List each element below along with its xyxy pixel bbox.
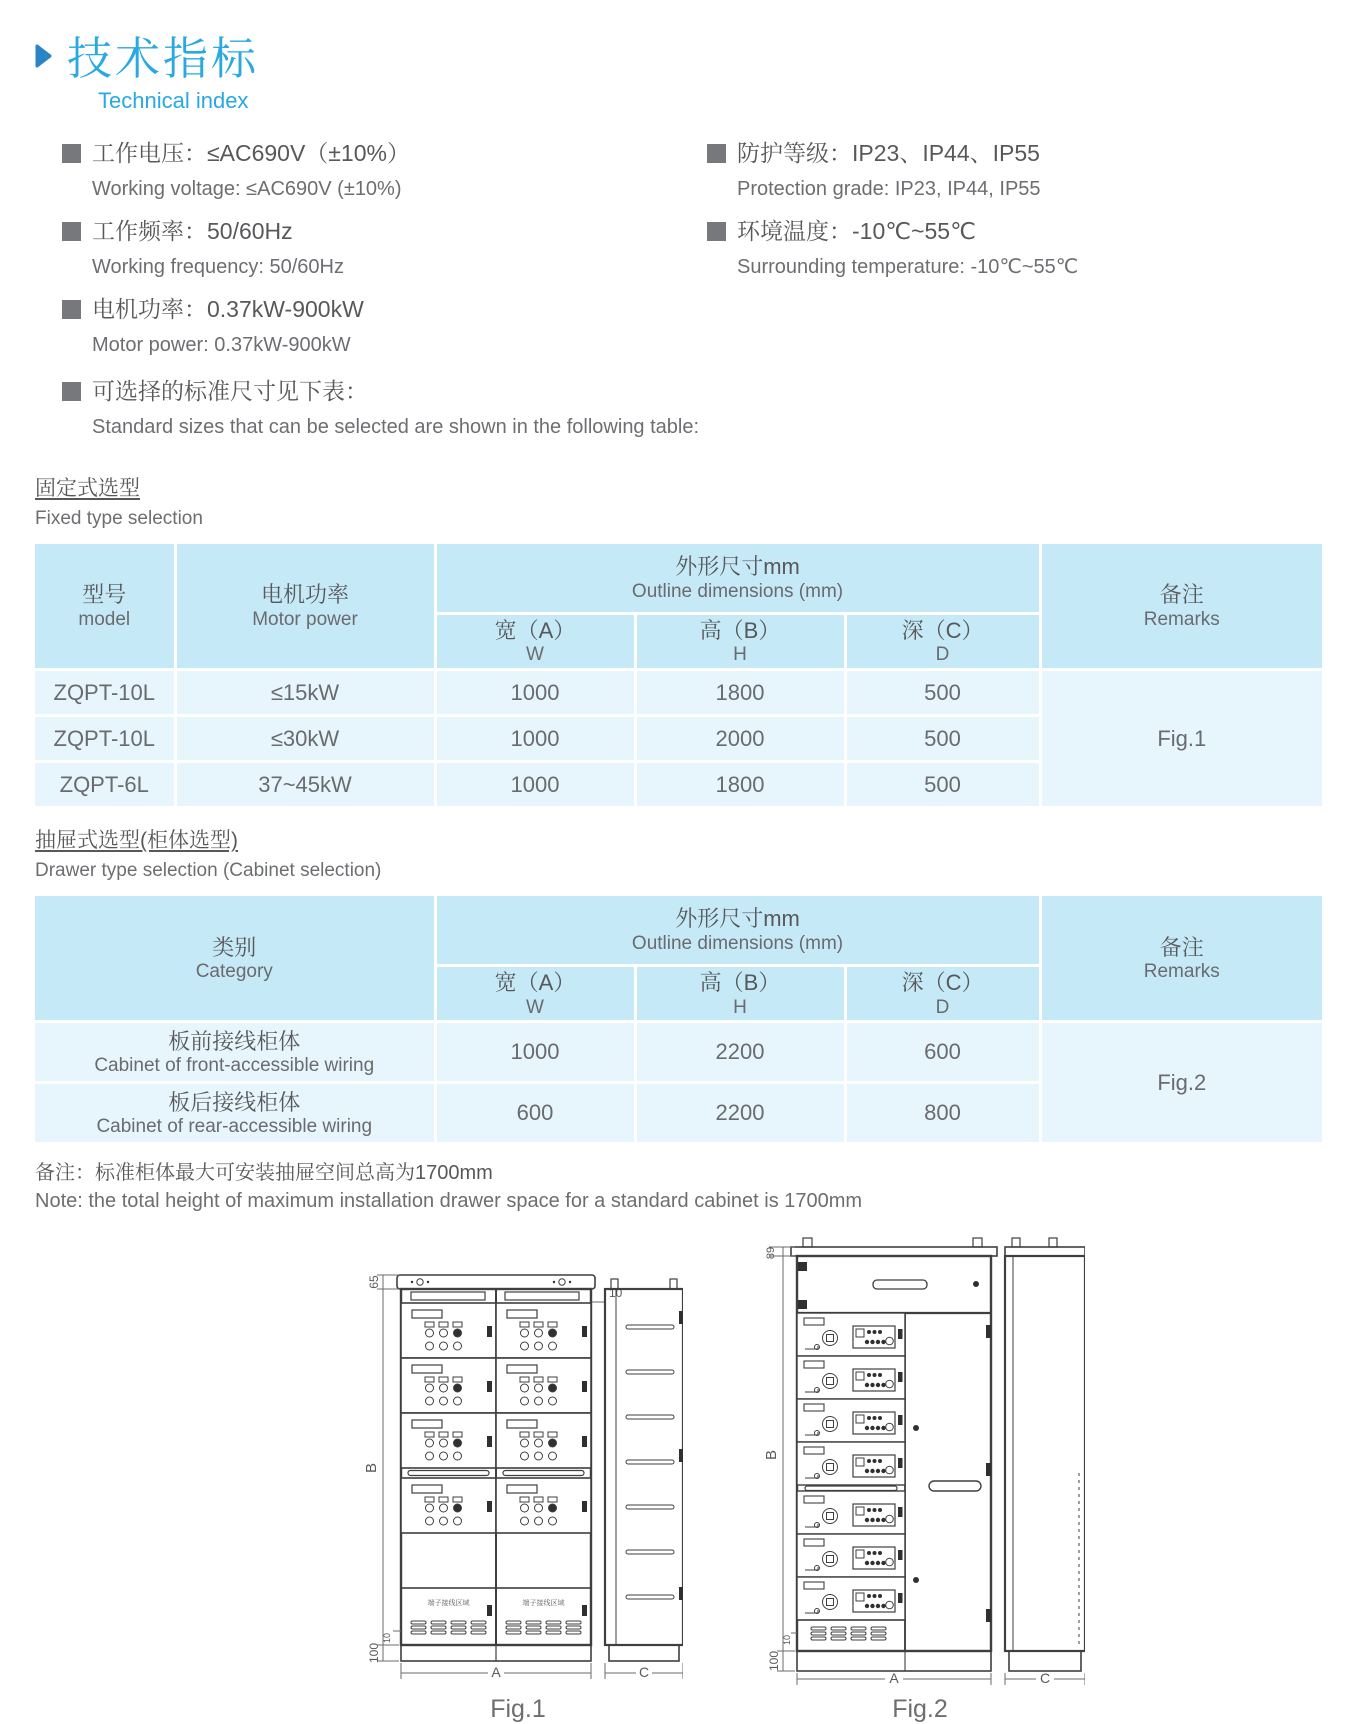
page [0, 34, 1357, 1724]
section-fixed-type [35, 472, 1322, 530]
col-header-outline-dimensions [435, 896, 1040, 966]
bullet-square-icon [707, 144, 726, 163]
spec-en-text: Working voltage: ≤AC690V (±10%) [92, 177, 402, 200]
spec-working-voltage [62, 138, 707, 202]
header-cn: 类别 [212, 934, 257, 960]
section-drawer-type [35, 824, 1322, 882]
spec-cn-text: 环境温度：-10℃~55℃ [737, 217, 976, 244]
cell-category [35, 1083, 435, 1143]
spec-cn-text: 工作频率：50/60Hz [92, 217, 293, 244]
cell-model: ZQPT-10L [35, 670, 175, 716]
header-en: D [935, 644, 950, 666]
note-en: Note: the total height of maximum installation drawer space for a standard cabinet is 1700mm [35, 1190, 863, 1213]
col-header-width [435, 613, 635, 669]
fig1-drawing [353, 1253, 683, 1693]
col-header-height [635, 613, 845, 669]
cell-height: 1800 [635, 762, 845, 807]
cell-height: 2200 [635, 1083, 845, 1143]
fig1-dim-B: B [363, 1463, 380, 1474]
header-cn: 深（C） [901, 617, 984, 643]
cell-model: ZQPT-10L [35, 716, 175, 762]
table-note [35, 1156, 1322, 1213]
spec-en-text: Motor power: 0.37kW-900kW [92, 333, 351, 356]
header-en: H [733, 996, 747, 1018]
cell-category [35, 1022, 435, 1083]
cell-depth: 600 [845, 1022, 1040, 1083]
cell-width: 1000 [435, 762, 635, 807]
header-en: Motor power [252, 608, 358, 630]
col-header-outline-dimensions [435, 544, 1040, 614]
fig2-drawing [755, 1223, 1085, 1693]
fig1-dim-65: 65 [367, 1275, 381, 1290]
category-en: Cabinet of rear-accessible wiring [96, 1116, 373, 1138]
cell-remark: Fig.1 [1040, 670, 1322, 807]
spec-column-right [707, 138, 1322, 454]
header-cn: 备注 [1159, 582, 1204, 608]
category-en: Cabinet of front-accessible wiring [94, 1055, 375, 1077]
cell-model: ZQPT-6L [35, 762, 175, 807]
header-cn: 备注 [1159, 934, 1204, 960]
spec-cn-text: 工作电压：≤AC690V（±10%） [92, 139, 410, 166]
header-en: model [78, 608, 131, 630]
spec-en-text: Surrounding temperature: -10℃~55℃ [737, 255, 1079, 278]
table-row [35, 670, 1322, 716]
page-header [35, 34, 1322, 84]
header-en: Outline dimensions (mm) [631, 580, 844, 602]
drawer-type-table [35, 896, 1322, 1142]
section-title-en: Fixed type selection [35, 507, 203, 529]
header-en: D [935, 996, 950, 1018]
fig1-dim-10-top: 10 [609, 1286, 623, 1301]
col-header-motor-power [175, 544, 435, 670]
figure-2 [755, 1223, 1085, 1724]
fig2-front-view [791, 1238, 997, 1671]
header-en: Outline dimensions (mm) [631, 932, 844, 954]
fig1-dim-C: C [638, 1664, 650, 1681]
note-cn: 备注：标准柜体最大可安装抽屉空间总高为1700mm [35, 1162, 493, 1185]
figure-1 [353, 1253, 683, 1724]
fig2-dim-A: A [889, 1670, 899, 1687]
spec-en-text: Working frequency: 50/60Hz [92, 255, 344, 278]
header-cn: 宽（A） [494, 970, 576, 996]
table-row [35, 1022, 1322, 1083]
cell-width: 1000 [435, 716, 635, 762]
cell-width: 600 [435, 1083, 635, 1143]
cell-depth: 500 [845, 716, 1040, 762]
header-cn: 高（B） [699, 617, 781, 643]
section-title-cn: 固定式选型 [35, 476, 140, 500]
bullet-square-icon [62, 144, 81, 163]
cell-power: ≤15kW [175, 670, 435, 716]
fig1-dim-A: A [491, 1664, 501, 1681]
fig2-dim-10: 10 [782, 1635, 792, 1646]
page-title: 技术指标 [67, 33, 260, 84]
page-subtitle: Technical index [98, 87, 249, 113]
fig2-caption: Fig.2 [892, 1695, 948, 1724]
header-en: W [526, 644, 544, 666]
bullet-square-icon [62, 382, 81, 401]
spec-cn-text: 防护等级：IP23、IP44、IP55 [737, 139, 1040, 166]
header-cn: 宽（A） [494, 617, 576, 643]
col-header-model [35, 544, 175, 670]
bullet-square-icon [62, 222, 81, 241]
col-header-height [635, 966, 845, 1022]
section-title-en: Drawer type selection (Cabinet selection) [35, 860, 382, 882]
cell-depth: 500 [845, 670, 1040, 716]
cell-height: 2000 [635, 716, 845, 762]
spec-en-text: Standard sizes that can be selected are shown in the following table: [92, 415, 700, 438]
header-cn: 外形尺寸mm [675, 906, 800, 932]
spec-motor-power [62, 294, 707, 358]
bullet-square-icon [62, 300, 81, 319]
spec-cn-text: 可选择的标准尺寸见下表： [92, 377, 368, 404]
fig2-dim-100: 100 [767, 1651, 781, 1672]
col-header-width [435, 966, 635, 1022]
cell-height: 2200 [635, 1022, 845, 1083]
header-cn: 深（C） [901, 970, 984, 996]
spec-list [62, 138, 1322, 454]
section-title-cn: 抽屉式选型(柜体选型) [35, 829, 238, 853]
cell-width: 1000 [435, 1022, 635, 1083]
header-cn: 型号 [82, 582, 127, 608]
category-cn: 板后接线柜体 [168, 1089, 301, 1115]
cell-width: 1000 [435, 670, 635, 716]
col-header-remarks [1040, 896, 1322, 1022]
arrow-right-icon [35, 44, 52, 68]
spec-column-left [62, 138, 707, 454]
fig2-dim-C: C [1039, 1670, 1051, 1687]
fig1-dim-100: 100 [367, 1643, 381, 1664]
cell-depth: 500 [845, 762, 1040, 807]
fig2-dim-89: 89 [765, 1247, 777, 1260]
cell-depth: 800 [845, 1083, 1040, 1143]
spec-en-text: Protection grade: IP23, IP44, IP55 [737, 177, 1041, 200]
header-cn: 外形尺寸mm [675, 554, 800, 580]
fig1-terminal-area-label: 端子接线区域 [427, 1600, 470, 1608]
spec-standard-sizes [62, 376, 707, 440]
fig1-dim-10-bottom: 10 [382, 1633, 392, 1644]
header-cn: 电机功率 [260, 582, 349, 608]
spec-working-frequency [62, 216, 707, 280]
col-header-depth [845, 613, 1040, 669]
spec-protection-grade [707, 138, 1322, 202]
spec-ambient-temperature [707, 216, 1322, 280]
col-header-category [35, 896, 435, 1022]
cell-height: 1800 [635, 670, 845, 716]
spec-cn-text: 电机功率：0.37kW-900kW [92, 295, 364, 322]
header-en: Category [195, 961, 273, 983]
cell-power: ≤30kW [175, 716, 435, 762]
category-cn: 板前接线柜体 [168, 1028, 301, 1054]
col-header-remarks [1040, 544, 1322, 670]
fig1-side-view [605, 1279, 683, 1661]
fig2-dim-B: B [763, 1450, 780, 1461]
bullet-square-icon [707, 222, 726, 241]
header-cn: 高（B） [699, 970, 781, 996]
fig2-side-view [1005, 1238, 1085, 1671]
cell-remark: Fig.2 [1040, 1022, 1322, 1143]
figures [353, 1223, 1322, 1724]
fig1-caption: Fig.1 [490, 1695, 546, 1724]
header-en: H [733, 644, 747, 666]
fixed-type-table [35, 544, 1322, 806]
header-en: Remarks [1143, 961, 1220, 983]
cell-power: 37~45kW [175, 762, 435, 807]
header-en: W [526, 996, 544, 1018]
header-en: Remarks [1143, 608, 1220, 630]
col-header-depth [845, 966, 1040, 1022]
fig1-terminal-area-label: 端子接线区域 [522, 1600, 565, 1608]
